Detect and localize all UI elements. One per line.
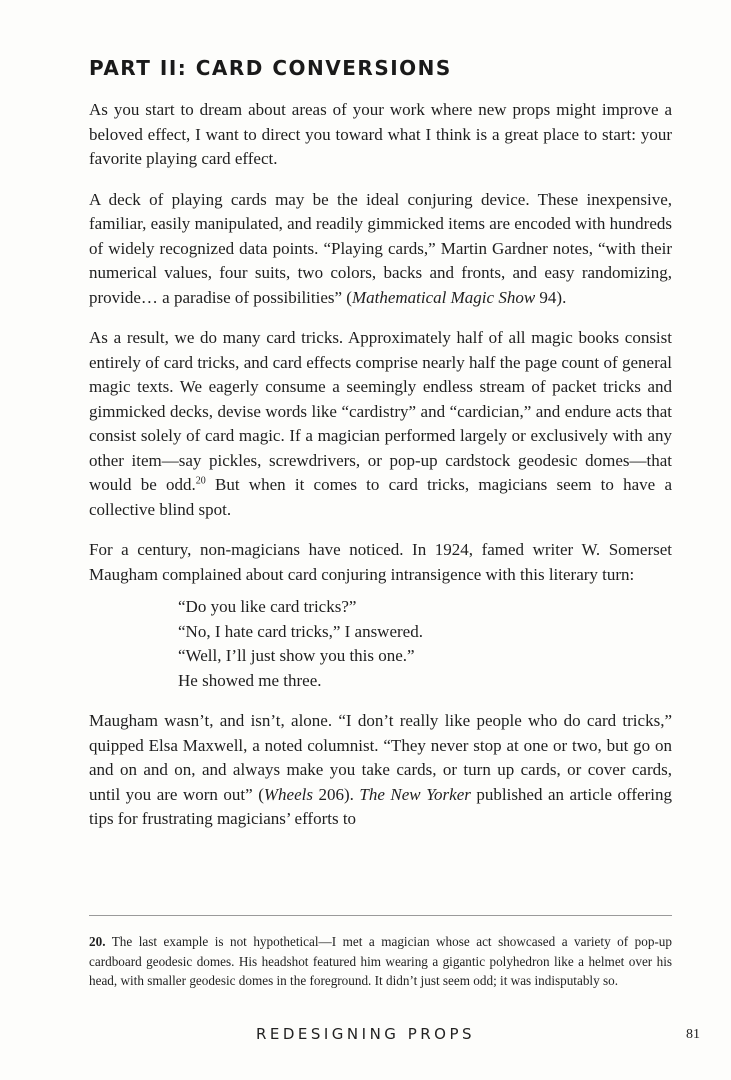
footnote-number: 20. [89, 934, 106, 949]
citation-wheels: Wheels [263, 784, 313, 804]
paragraph-2 [89, 188, 672, 311]
running-footer-title: REDESIGNING PROPS [255, 1025, 476, 1043]
paragraph-5 [89, 709, 672, 832]
footnote-text: The last example is not hypothetical—I met a magician whose act showcased a variety of pop-up cardboard geodesic domes. His headshot featured him wearing a gigantic polyhedron like a helmet over his head, with smaller geodesic domes in the foreground. It didn’t just seem odd; it was indisputably so. [89, 934, 672, 989]
paragraph-3 [89, 326, 672, 522]
paragraph-2-end: 94). [535, 287, 567, 307]
paragraph-5-mid: 206). [312, 784, 360, 804]
section-heading: PART II: CARD CONVERSIONS [89, 56, 452, 80]
paragraph-3-text: As a result, we do many card tricks. Approximately half of all magic books consist entirely of card tricks, and card effects comprise nearly half the page count of general magic texts. We eagerly consume a seemingly endless stream of packet tricks and gimmicked decks, devise words like “cardistry” and “cardician,” and endure acts that consist solely of card magic. If a magician performed largely or exclusively with any other item—say pickles, screwdrivers, or pop-up cardstock geodesic domes—that would be odd. [89, 328, 672, 494]
paragraph-3-end: But when it comes to card tricks, magicians seem to have a collective blind spot. [89, 475, 673, 519]
quote-line: He showed me three. [178, 670, 322, 690]
block-quote [178, 595, 672, 693]
paragraph-5-end: published an article offering tips for frustrating magicians’ efforts to [89, 784, 672, 828]
body-text [89, 98, 672, 848]
citation-new-yorker: The New Yorker [359, 784, 471, 804]
paragraph-4: For a century, non-magicians have noticed. In 1924, famed writer W. Somerset Maugham complained about card conjuring intransigence with this literary turn: [89, 540, 672, 584]
page-number: 81 [686, 1027, 700, 1042]
footnote-divider [89, 915, 672, 916]
quote-line: “Well, I’ll just show you this one.” [178, 646, 415, 665]
footnote [89, 932, 672, 991]
quote-line: “No, I hate card tricks,” I answered. [178, 621, 423, 641]
paragraph-5-text: Maugham wasn’t, and isn’t, alone. “I don’t really like people who do card tricks,” quipped Elsa Maxwell, a noted columnist. “They never stop at one or two, but go on and on and on, and always make you take cards, or turn up cards, or cover cards, until you are worn out” ( [89, 711, 672, 804]
footnote-marker: 20 [195, 475, 206, 487]
paragraph-1: As you start to dream about areas of your work where new props might improve a beloved effect, I want to direct you toward what I think is a great place to start: your favorite playing card effect. [89, 100, 672, 168]
citation-mathematical-magic-show: Mathematical Magic Show [351, 287, 536, 307]
paragraph-2-text: A deck of playing cards may be the ideal conjuring device. These inexpensive, familiar, easily manipulated, and readily gimmicked items are encoded with hundreds of widely recognized data points. “Playing cards,” Martin Gardner notes, “with their numerical values, four suits, two colors, backs and fronts, and easy randomizing, provide… a paradise of possibilities” ( [89, 189, 672, 307]
quote-line: “Do you like card tricks?” [178, 597, 357, 616]
